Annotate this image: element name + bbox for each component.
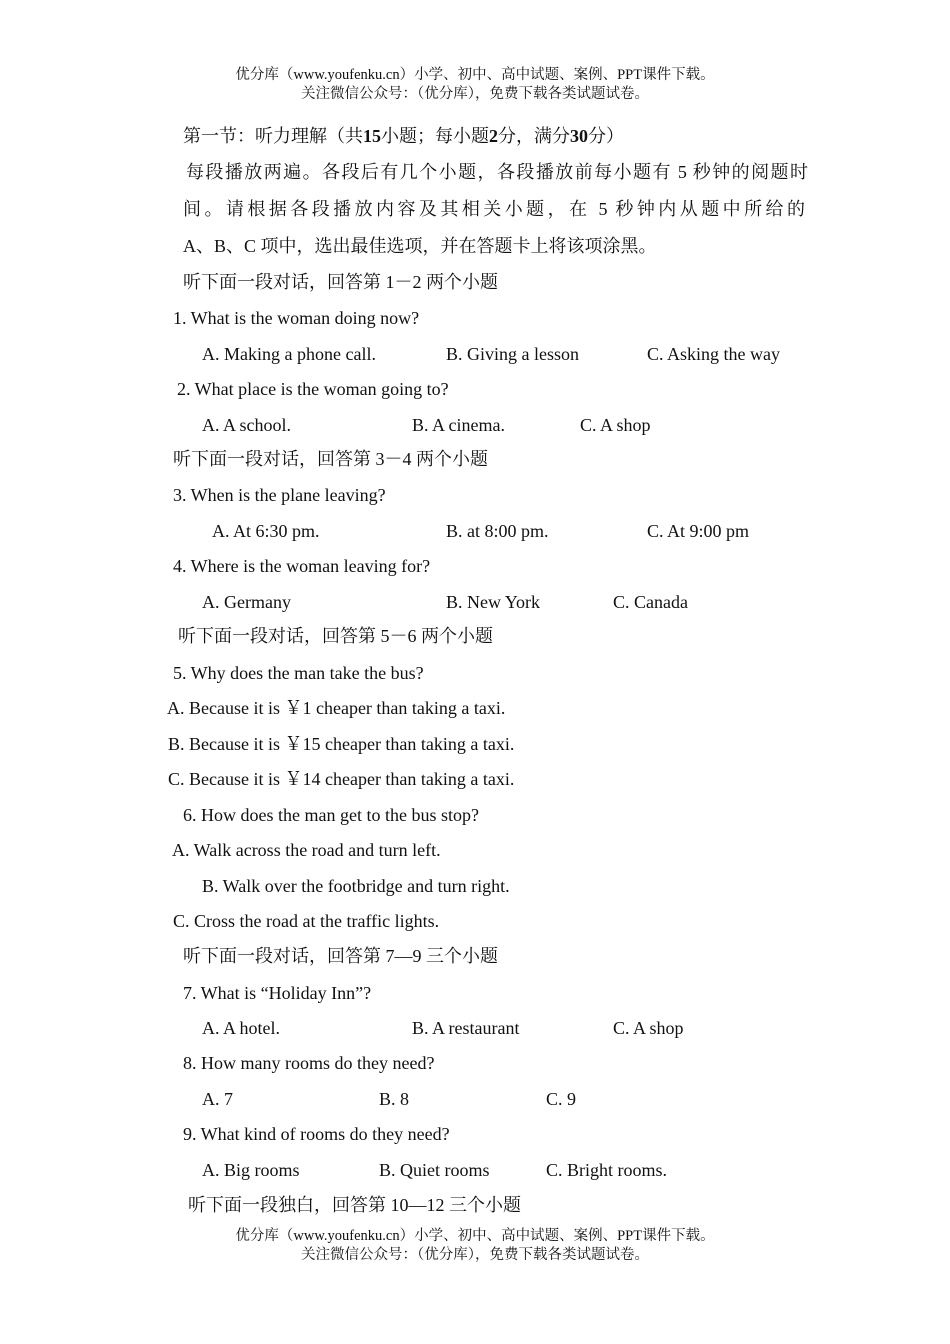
section-title-total-points: 30 (570, 126, 588, 146)
dialogue-prompt-1: 听下面一段对话，回答第 1－2 两个小题 (183, 272, 498, 292)
q3-option-a: A. At 6:30 pm. (212, 521, 320, 541)
section-title-text-3: 分，满分 (498, 126, 570, 146)
q6-option-c: C. Cross the road at the traffic lights. (173, 911, 440, 931)
question-7: 7. What is “Holiday Inn”? (183, 983, 372, 1003)
q5-option-a: A. Because it is ￥1 cheaper than taking a taxi. (167, 698, 506, 718)
instructions-line-2: 间。请根据各段播放内容及其相关小题，在 5 秒钟内从题中所给的 (183, 199, 805, 219)
q2-option-c: C. A shop (580, 415, 651, 435)
q9-option-b: B. Quiet rooms (379, 1160, 490, 1180)
q1-option-a: A. Making a phone call. (202, 344, 376, 364)
question-9: 9. What kind of rooms do they need? (183, 1124, 450, 1144)
question-3: 3. When is the plane leaving? (173, 485, 386, 505)
q8-option-b: B. 8 (379, 1089, 410, 1109)
q5-option-c: C. Because it is ￥14 cheaper than taking a taxi. (168, 769, 515, 789)
dialogue-prompt-2: 听下面一段对话，回答第 3－4 两个小题 (173, 449, 488, 469)
section-title-points-each: 2 (489, 126, 498, 146)
q1-option-c: C. Asking the way (647, 344, 780, 364)
q4-option-b: B. New York (446, 592, 541, 612)
section-title (183, 124, 624, 148)
q5-option-b: B. Because it is ￥15 cheaper than taking a taxi. (168, 734, 515, 754)
footer-line-1: 优分库（www.youfenku.cn）小学、初中、高中试题、案例、PPT课件下载。 (235, 1228, 715, 1244)
q7-option-a: A. A hotel. (202, 1018, 281, 1038)
q7-option-b: B. A restaurant (412, 1018, 520, 1038)
q3-option-b: B. at 8:00 pm. (446, 521, 549, 541)
q8-option-a: A. 7 (202, 1089, 233, 1109)
header-line-2: 关注微信公众号：（优分库），免费下载各类试题试卷。 (301, 86, 649, 102)
q2-option-a: A. A school. (202, 415, 292, 435)
q8-option-c: C. 9 (546, 1089, 577, 1109)
q9-option-c: C. Bright rooms. (546, 1160, 668, 1180)
q3-option-c: C. At 9:00 pm (647, 521, 750, 541)
q6-option-a: A. Walk across the road and turn left. (172, 840, 441, 860)
header-line-1: 优分库（www.youfenku.cn）小学、初中、高中试题、案例、PPT课件下载。 (235, 67, 715, 83)
dialogue-prompt-3: 听下面一段对话，回答第 5－6 两个小题 (178, 626, 493, 646)
page-header (0, 66, 950, 104)
page-footer (0, 1227, 950, 1265)
question-2: 2. What place is the woman going to? (177, 379, 449, 399)
q1-option-b: B. Giving a lesson (446, 344, 579, 364)
q9-option-a: A. Big rooms (202, 1160, 300, 1180)
q4-option-a: A. Germany (202, 592, 291, 612)
footer-line-2: 关注微信公众号：（优分库），免费下载各类试题试卷。 (301, 1247, 649, 1263)
question-1: 1. What is the woman doing now? (173, 308, 420, 328)
monologue-prompt: 听下面一段独白，回答第 10—12 三个小题 (188, 1195, 521, 1215)
section-title-text-4: 分） (588, 126, 624, 146)
section-title-count: 15 (363, 126, 381, 146)
question-5: 5. Why does the man take the bus? (173, 663, 424, 683)
question-6: 6. How does the man get to the bus stop? (183, 805, 479, 825)
q7-option-c: C. A shop (613, 1018, 684, 1038)
instructions-line-3: A、B、C 项中，选出最佳选项，并在答题卡上将该项涂黑。 (183, 236, 657, 256)
section-title-text-2: 小题；每小题 (381, 126, 489, 146)
section-title-text-1: 第一节：听力理解（共 (183, 126, 363, 146)
dialogue-prompt-4: 听下面一段对话，回答第 7—9 三个小题 (183, 946, 498, 966)
q2-option-b: B. A cinema. (412, 415, 505, 435)
q4-option-c: C. Canada (613, 592, 688, 612)
question-8: 8. How many rooms do they need? (183, 1053, 435, 1073)
question-4: 4. Where is the woman leaving for? (173, 556, 431, 576)
q6-option-b: B. Walk over the footbridge and turn right. (202, 876, 510, 896)
instructions-line-1: 每段播放两遍。各段后有几个小题，各段播放前每小题有 5 秒钟的阅题时 (186, 162, 808, 182)
